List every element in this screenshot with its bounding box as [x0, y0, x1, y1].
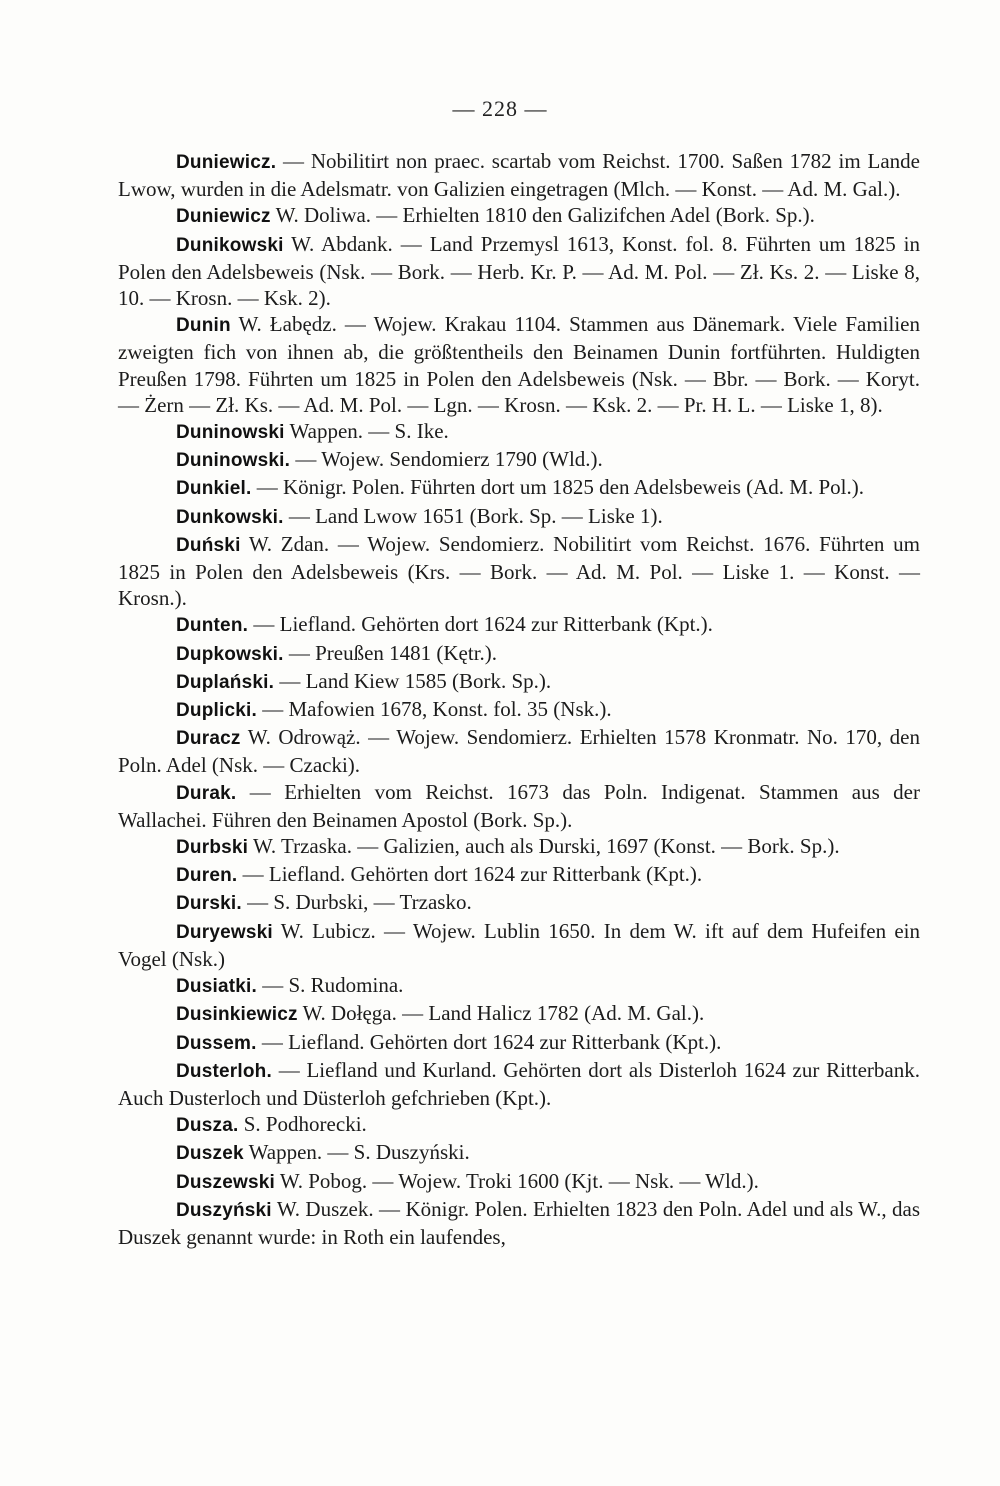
entry-headword: Duniewicz.: [176, 152, 277, 173]
entry: [118, 918, 920, 972]
entry: [118, 1111, 920, 1139]
entry-text: W. Zdan. — Wojew. Sendomierz. Nobilitirt vom Reichst. 1676. Führten um 1825 in Polen den Adelsbeweis (Krs. — Bork. — Ad. M. Pol. — Liske 1. — Konst. — Krosn.).: [118, 531, 920, 611]
entry-text: W. Odrowąż. — Wojew. Sendomierz. Erhielten 1578 Kronmatr. No. 170, den Poln. Adel (Nsk. — Czacki).: [118, 725, 920, 778]
entry-headword: Duniewicz: [176, 206, 271, 228]
entry: [118, 1029, 920, 1057]
entry-text: — Liefland und Kurland. Gehörten dort als Disterloh 1624 zur Ritterbank. Auch Dusterloch und Düsterloh gefchrieben (Kpt.).: [118, 1057, 920, 1110]
entry: [118, 503, 920, 531]
entry-headword: Dusterloh.: [176, 1060, 272, 1082]
entry-text: W. Łabędz. — Wojew. Krakau 1104. Stammen aus Dänemark. Viele Familien zweigten fich von ihnen ab, die größtentheils den Beinamen Dunin fortführten. Huldigten Preußen 1798. Führten um 1825 in Polen den Adelsbeweis (Nsk. — Bbr. — Bork. — Koryt. — Żern — Zł. Ks. — Ad. M. Pol. — Lgn. — Krosn. — Ksk. 2. — Pr. H. L. — Liske 1, 8).: [118, 312, 920, 417]
entry-headword: Duński: [176, 534, 241, 556]
entry-headword: Duninowski: [176, 422, 285, 444]
entry-headword: Dusinkiewicz: [176, 1004, 298, 1026]
entry-text: — Liefland. Gehörten dort 1624 zur Ritterbank (Kpt.).: [256, 1029, 722, 1054]
entry-headword: Duszyński: [176, 1199, 272, 1221]
entry: [118, 1000, 920, 1028]
entry: [118, 833, 920, 861]
entry-headword: Dusiatki.: [176, 976, 257, 998]
entry-headword: Durak.: [176, 782, 237, 804]
entry: [118, 1139, 920, 1167]
entry-text: — S. Durbski, — Trzasko.: [241, 890, 472, 915]
entry-headword: Duracz: [176, 728, 241, 750]
entry-text: Wappen. — S. Ike.: [284, 419, 449, 444]
entry-headword: Duszek: [176, 1143, 244, 1165]
entry-text: — Königr. Polen. Führten dort um 1825 den Adelsbeweis (Ad. M. Pol.).: [251, 475, 864, 500]
entry-text: — Erhielten vom Reichst. 1673 das Poln. Indigenat. Stammen aus der Wallachei. Führen den Beinamen Apostol (Bork. Sp.).: [118, 779, 920, 832]
page-number: — 228 —: [452, 96, 548, 121]
entry-headword: Dunin: [176, 315, 231, 337]
entries-list: [118, 148, 920, 1250]
entry-text: S. Podhorecki.: [238, 1112, 367, 1137]
entry: [118, 474, 920, 502]
entry: [118, 1168, 920, 1196]
entry-text: W. Lubicz. — Wojew. Lublin 1650. In dem W. ift auf dem Hufeifen ein Vogel (Nsk.): [118, 918, 920, 971]
entry: [118, 724, 920, 778]
entry-headword: Dussem.: [176, 1032, 257, 1054]
entry-text: — Nobilitirt non praec. scartab vom Reichst. 1700. Saßen 1782 im Lande Lwow, wurden in die Adelsmatr. von Galizien eingetragen (Mlch. — Konst. — Ad. M. Gal.).: [118, 149, 920, 202]
entry: [118, 779, 920, 833]
entry-headword: Duryewski: [176, 921, 273, 943]
entry-headword: Duninowski.: [176, 450, 291, 472]
entry-text: — S. Rudomina.: [257, 973, 404, 998]
entry: [118, 1057, 920, 1111]
entry-headword: Dunikowski: [176, 234, 284, 256]
entry-headword: Dupkowski.: [176, 643, 284, 665]
entry: [118, 611, 920, 639]
entry-text: Wappen. — S. Duszyński.: [243, 1140, 470, 1165]
entry: [118, 231, 920, 312]
entry-text: — Land Kiew 1585 (Bork. Sp.).: [274, 668, 552, 693]
entry-text: — Land Lwow 1651 (Bork. Sp. — Liske 1).: [283, 503, 663, 528]
entry-headword: Duplański.: [176, 671, 275, 693]
entry-headword: Dusza.: [176, 1115, 239, 1137]
entry: [118, 1196, 920, 1250]
entry-text: — Liefland. Gehörten dort 1624 zur Ritterbank (Kpt.).: [248, 612, 713, 637]
entry-headword: Dunkiel.: [176, 478, 252, 500]
entry-text: W. Trzaska. — Galizien, auch als Durski, 1697 (Konst. — Bork. Sp.).: [248, 834, 840, 859]
entry-text: W. Dołęga. — Land Halicz 1782 (Ad. M. Gal.).: [297, 1001, 705, 1026]
entry: [118, 418, 920, 446]
entry: [118, 531, 920, 612]
entry-text: W. Doliwa. — Erhielten 1810 den Galizifchen Adel (Bork. Sp.).: [270, 203, 815, 228]
entry: [118, 148, 920, 202]
entry: [118, 640, 920, 668]
entry-headword: Duplicki.: [176, 700, 257, 722]
entry-text: — Wojew. Sendomierz 1790 (Wld.).: [290, 447, 603, 472]
entry-headword: Durski.: [176, 893, 242, 915]
entry: [118, 446, 920, 474]
entry: [118, 311, 920, 418]
entry-text: W. Abdank. — Land Przemysl 1613, Konst. fol. 8. Führten um 1825 in Polen den Adelsbeweis (Nsk. — Bork. — Herb. Kr. P. — Ad. M. Pol. — Zł. Ks. 2. — Liske 8, 10. — Krosn. — Ksk. 2).: [118, 231, 920, 311]
entry-text: — Liefland. Gehörten dort 1624 zur Ritterbank (Kpt.).: [237, 862, 703, 887]
entry: [118, 889, 920, 917]
entry: [118, 696, 920, 724]
entry-headword: Dunten.: [176, 615, 249, 637]
entry: [118, 972, 920, 1000]
entry-headword: Duszewski: [176, 1171, 275, 1193]
entry-text: — Preußen 1481 (Kętr.).: [283, 640, 498, 665]
entry-text: W. Pobog. — Wojew. Troki 1600 (Kjt. — Nsk. — Wld.).: [274, 1168, 759, 1193]
entry: [118, 668, 920, 696]
entry-headword: Durbski: [176, 837, 249, 859]
entry-headword: Duren.: [176, 865, 238, 887]
entry: [118, 861, 920, 889]
entry: [118, 202, 920, 230]
entry-text: W. Duszek. — Königr. Polen. Erhielten 1823 den Poln. Adel und als W., das Duszek genannt wurde: in Roth ein laufendes,: [118, 1196, 920, 1249]
entry-headword: Dunkowski.: [176, 506, 284, 528]
entry-text: — Mafowien 1678, Konst. fol. 35 (Nsk.).: [256, 697, 612, 722]
